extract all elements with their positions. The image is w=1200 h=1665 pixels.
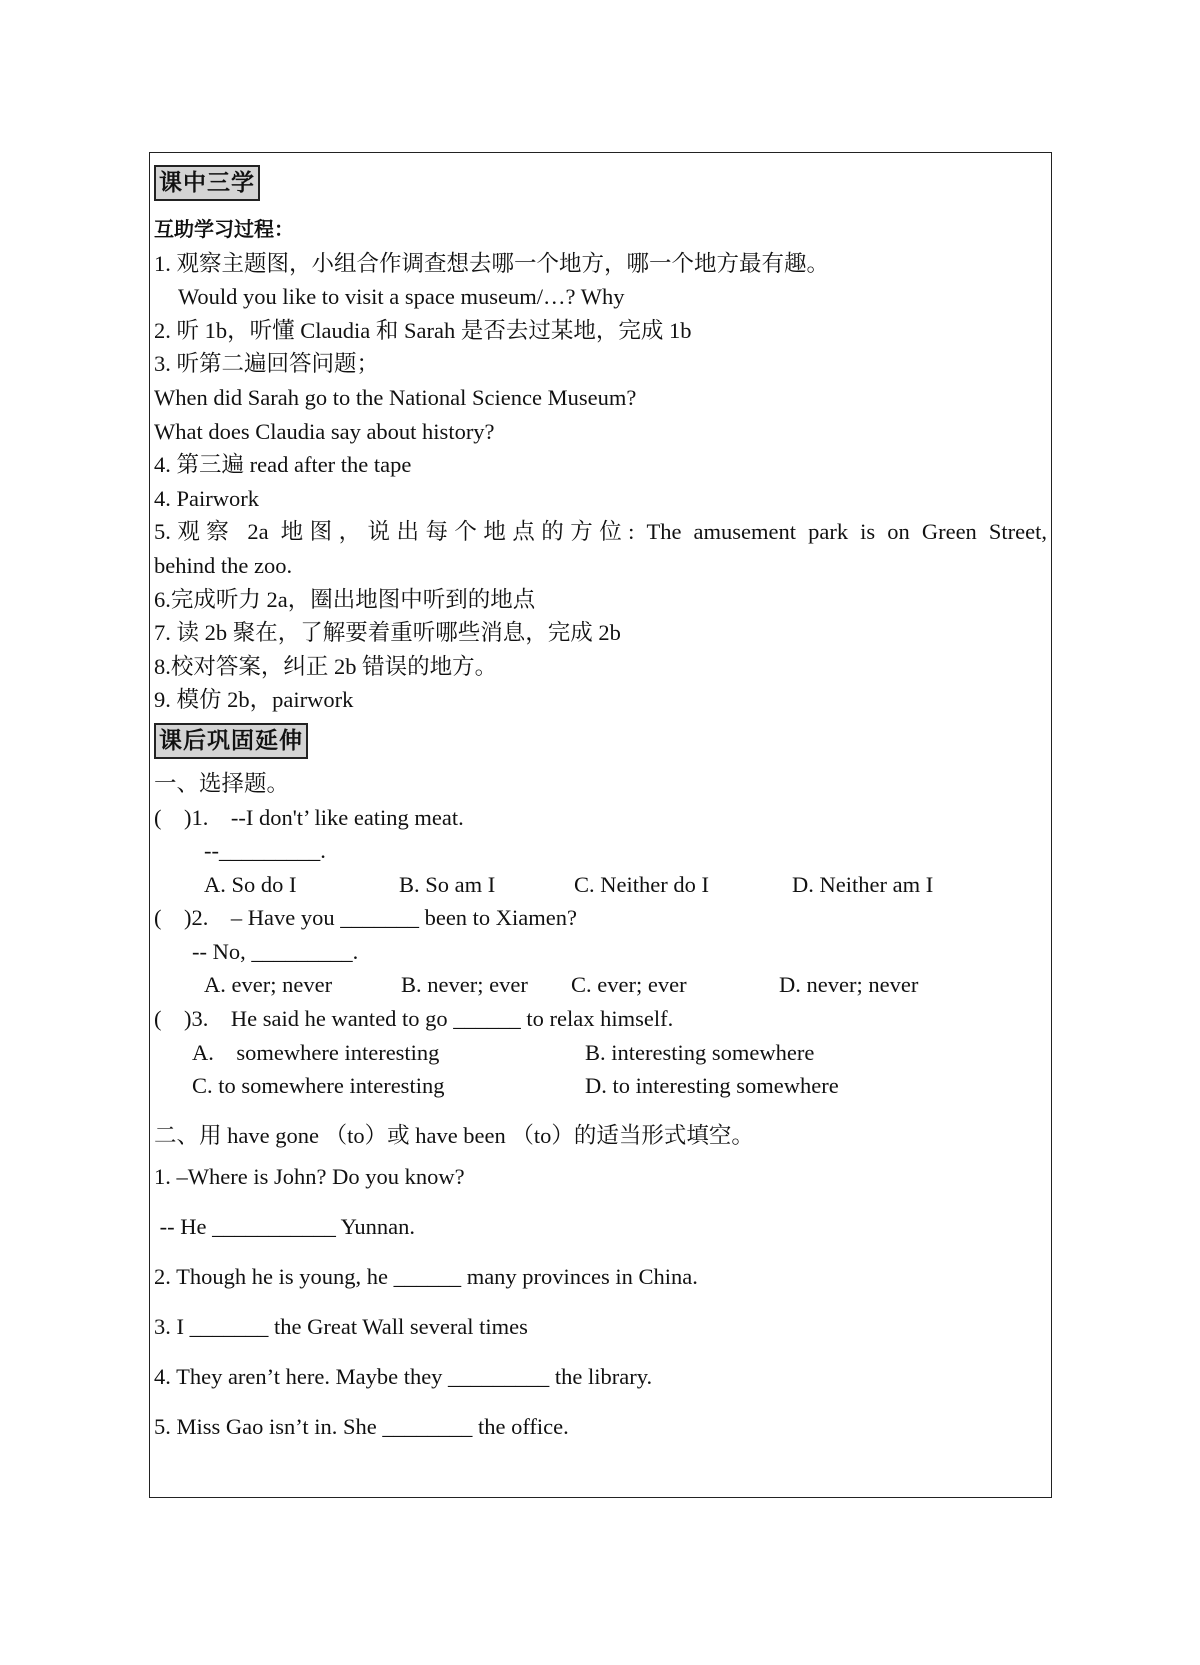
- option: D. to interesting somewhere: [585, 1073, 839, 1099]
- option: C. to somewhere interesting: [192, 1073, 445, 1099]
- step-line: Would you like to visit a space museum/…? Why: [178, 284, 625, 310]
- subheading-process: 互助学习过程：: [154, 217, 294, 241]
- step-line: 6.完成听力 2a，圈出地图中听到的地点: [154, 586, 536, 612]
- fill-line: 3. I _______ the Great Wall several times: [154, 1314, 528, 1340]
- step-line: behind the zoo.: [154, 552, 293, 578]
- options-row: [154, 1036, 1047, 1070]
- step-line: 5.观察 2a 地图，说出每个地点的方位: The amusement park is on Green Street,: [154, 519, 1047, 545]
- answer-blank: -- No, _________.: [192, 938, 359, 964]
- step-line: 4. 第三遍 read after the tape: [154, 452, 412, 478]
- step-line: 4. Pairwork: [154, 485, 259, 511]
- question-stem: ( )1. --I don't’ like eating meat.: [154, 804, 464, 830]
- step-line: 9. 模仿 2b，pairwork: [154, 687, 354, 713]
- part1-title: 一、选择题。: [154, 770, 290, 796]
- worksheet-content: [154, 165, 1047, 1452]
- step-line: 3. 听第二遍回答问题；: [154, 351, 380, 377]
- question-stem: ( )3. He said he wanted to go ______ to relax himself.: [154, 1006, 674, 1032]
- fill-line: 5. Miss Gao isn’t in. She ________ the office.: [154, 1414, 569, 1440]
- step-line: 1. 观察主题图，小组合作调查想去哪一个地方，哪一个地方最有趣。: [154, 250, 830, 276]
- option: D. never; never: [779, 972, 919, 998]
- step-line: 2. 听 1b，听懂 Claudia 和 Sarah 是否去过某地，完成 1b: [154, 317, 692, 343]
- option: C. Neither do I: [574, 871, 709, 897]
- question-line: When did Sarah go to the National Science Museum?: [154, 384, 637, 410]
- fill-line: 2. Though he is young, he ______ many provinces in China.: [154, 1264, 698, 1290]
- option: C. ever; ever: [571, 972, 687, 998]
- answer-blank: --_________.: [204, 838, 326, 864]
- option: B. So am I: [399, 871, 496, 897]
- fill-line: -- He ___________ Yunnan.: [154, 1214, 416, 1240]
- option: B. interesting somewhere: [585, 1039, 815, 1065]
- part2-title: 二、用 have gone （to）或 have been （to）的适当形式填空。: [154, 1122, 754, 1148]
- section-heading-in-class: 课中三学: [154, 165, 260, 201]
- option: A. somewhere interesting: [192, 1039, 440, 1065]
- option: B. never; ever: [401, 972, 528, 998]
- step-line: 7. 读 2b 聚在，了解要着重听哪些消息，完成 2b: [154, 620, 621, 646]
- options-row: [154, 968, 1047, 1002]
- step-line: 8.校对答案，纠正 2b 错误的地方。: [154, 653, 498, 679]
- options-row: [154, 868, 1047, 902]
- option: A. So do I: [204, 871, 297, 897]
- fill-line: 4. They aren’t here. Maybe they _________ the library.: [154, 1364, 653, 1390]
- worksheet-frame: [149, 152, 1052, 1498]
- section-heading-after-class: 课后巩固延伸: [154, 723, 308, 759]
- fill-line: 1. –Where is John? Do you know?: [154, 1164, 465, 1190]
- option: D. Neither am I: [792, 871, 934, 897]
- options-row: [154, 1069, 1047, 1103]
- option: A. ever; never: [204, 972, 333, 998]
- question-stem: ( )2. – Have you _______ been to Xiamen?: [154, 905, 578, 931]
- question-line: What does Claudia say about history?: [154, 418, 495, 444]
